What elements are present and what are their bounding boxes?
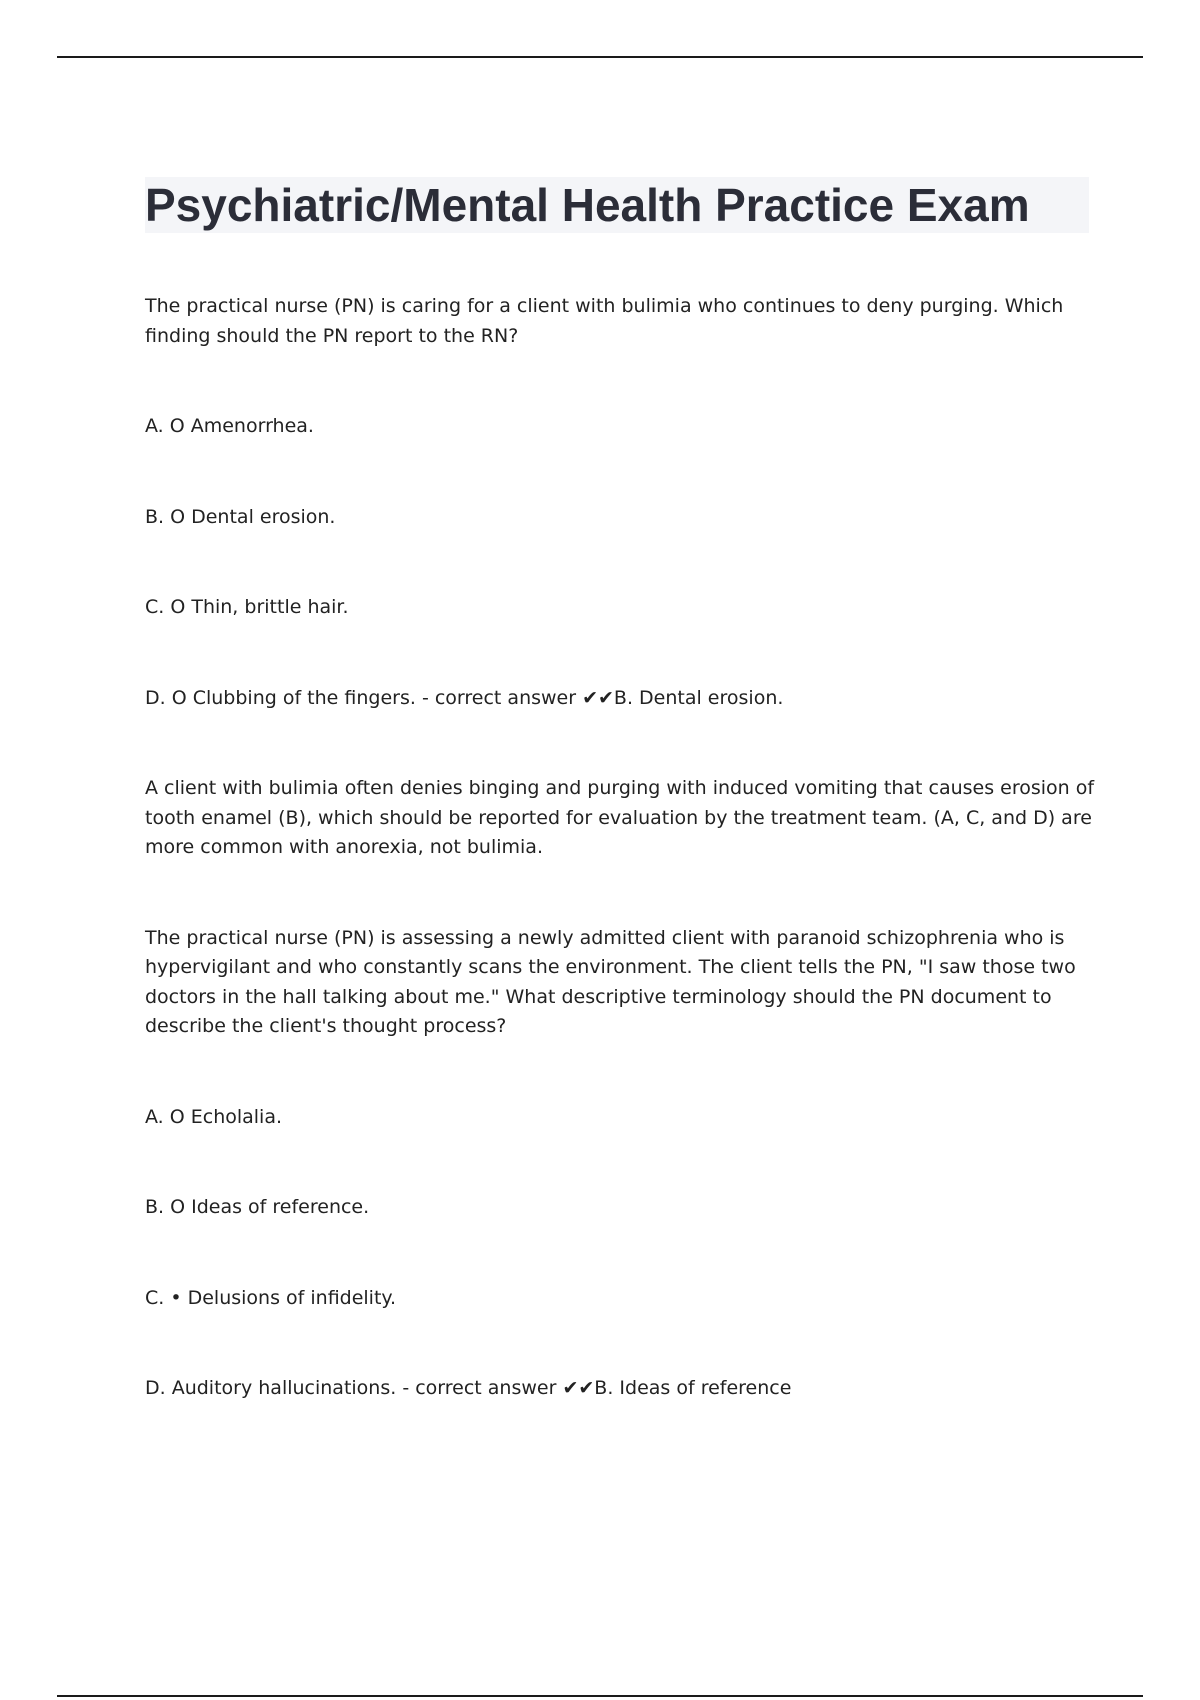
question-1-option-c: C. O Thin, brittle hair. xyxy=(145,596,349,618)
question-1-option-b: B. O Dental erosion. xyxy=(145,505,336,528)
page-title: Psychiatric/Mental Health Practice Exam xyxy=(145,177,1089,233)
question-1-option-d-answer: D. O Clubbing of the fingers. - correct answer ✔✔B. Dental erosion. xyxy=(145,686,784,709)
question-1-stem: The practical nurse (PN) is caring for a client with bulimia who continues to deny purging. Which finding should the PN report to the RN? xyxy=(145,295,1064,347)
question-2-option-d-answer: D. Auditory hallucinations. - correct answer ✔✔B. Ideas of reference xyxy=(145,1377,792,1399)
question-1-rationale: A client with bulimia often denies binging and purging with induced vomiting that causes erosion of tooth enamel (B), which should be reported for evaluation by the treatment team. (A, C, and D) are more common with anorexia, not bulimia. xyxy=(145,777,1095,858)
question-2-option-b: B. O Ideas of reference. xyxy=(145,1196,370,1218)
question-1-option-a: A. O Amenorrhea. xyxy=(145,415,314,437)
question-2-stem: The practical nurse (PN) is assessing a newly admitted client with paranoid schizophrenia who is hypervigilant and who constantly scans the environment. The client tells the PN, "I saw those two doctors in the hall talking about me." What descriptive terminology should the PN document to describe the client's thought process? xyxy=(145,926,1076,1037)
question-2-option-c: C. • Delusions of infidelity. xyxy=(145,1286,396,1309)
top-rule xyxy=(57,56,1143,58)
exam-content xyxy=(145,292,1095,1404)
question-2-option-a: A. O Echolalia. xyxy=(145,1105,283,1128)
bottom-rule xyxy=(57,1695,1143,1697)
